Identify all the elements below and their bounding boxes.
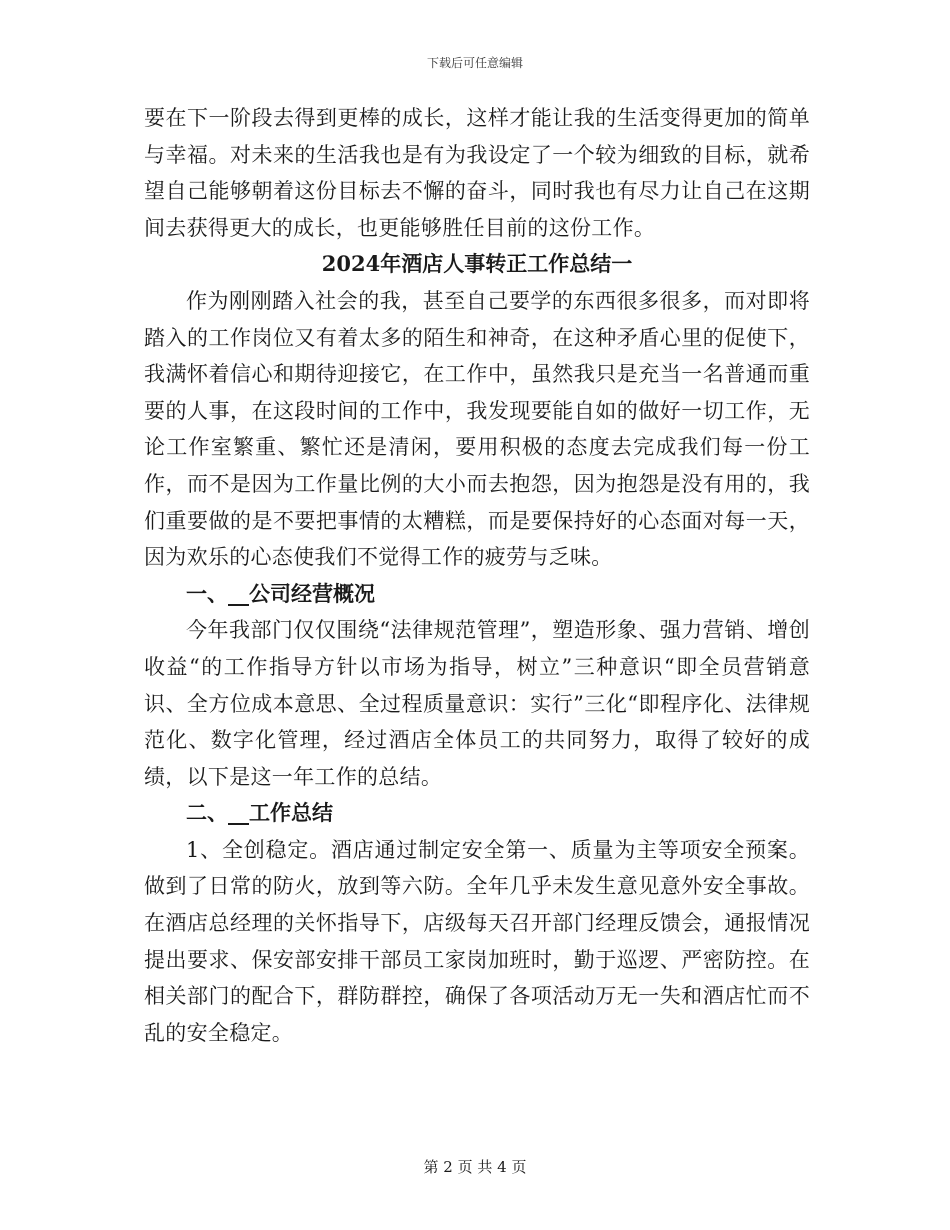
intro-paragraph: 要在下一阶段去得到更棒的成长，这样才能让我的生活变得更加的简单与幸福。对未来的生活我也是有为我设定了一个较为细致的目标，就希望自己能够朝着这份目标去不懈的奋斗，同时我也有尽力让自己在这期间去获得更大的成长，也更能够胜任目前的这份工作。 [144,106,810,240]
document-body [144,100,810,1051]
section-title: 2024年酒店人事转正工作总结一 [321,251,633,277]
page-number: 第 2 页 共 4 页 [423,1158,527,1176]
heading-work-summary: 二、__工作总结 [186,800,333,826]
heading-company-overview: 一、__公司经营概况 [186,580,375,606]
paragraph-3: 1、全创稳定。酒店通过制定安全第一、质量为主等项安全预案。做到了日常的防火，放到等六防。全年几乎未发生意见意外安全事故。在酒店总经理的关怀指导下，店级每天召开部门经理反馈会，通报情况提出要求、保安部安排干部员工家岗加班时，勤于巡逻、严密防控。在相关部门的配合下，群防群控，确保了各项活动万无一失和酒店忙而不乱的安全稳定。 [144,837,810,1045]
header-note: 下载后可任意编辑 [426,56,523,70]
paragraph-2: 今年我部门仅仅围绕“法律规范管理”，塑造形象、强力营销、增创收益“的工作指导方针以市场为指导，树立”三种意识“即全员营销意识、全方位成本意思、全过程质量意识：实行”三化“即程序化、法律规范化、数字化管理，经过酒店全体员工的共同努力，取得了较好的成绩，以下是这一年工作的总结。 [144,618,810,789]
paragraph-1: 作为刚刚踏入社会的我，甚至自己要学的东西很多很多，而对即将踏入的工作岗位又有着太多的陌生和神奇，在这种矛盾心里的促使下，我满怀着信心和期待迎接它，在工作中，虽然我只是充当一名普通而重要的人事，在这段时间的工作中，我发现要能自如的做好一切工作，无论工作室繁重、繁忙还是清闲，要用积极的态度去完成我们每一份工作，而不是因为工作量比例的大小而去抱怨，因为抱怨是没有用的，我们重要做的是不要把事情的太糟糕，而是要保持好的心态面对每一天，因为欢乐的心态使我们不觉得工作的疲劳与乏味。 [144,288,810,570]
